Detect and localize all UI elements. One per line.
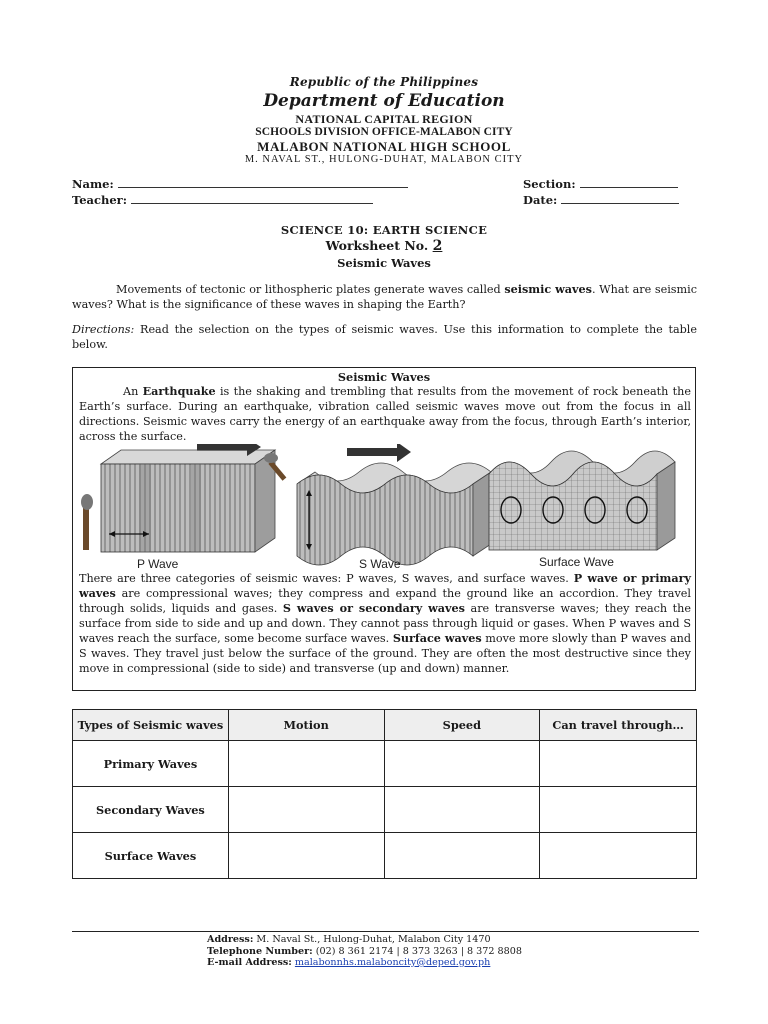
header-types: Types of Seismic waves [73,710,229,741]
footer-address: M. Naval St., Hulong-Duhat, Malabon City 1470 [253,934,491,945]
footer-phone: (02) 8 361 2174 | 8 373 3263 | 8 372 8808 [312,945,522,957]
school-address: M. NAVAL ST., HULONG-DUHAT, MALABON CITY [244,154,524,165]
selection-box [72,367,696,691]
row-label-surface: Surface Waves [73,833,229,879]
republic-heading: Republic of the Philippines [289,75,479,89]
footer-divider [72,931,699,932]
footer-email-label: E-mail Address: [207,957,292,968]
selection-intro [79,384,691,444]
answer-cell[interactable] [228,833,384,879]
section-label: Section: [523,177,576,191]
directions-paragraph [72,322,697,352]
selection-p1-bold: Earthquake [142,384,216,398]
intro-paragraph [72,282,697,312]
date-blank[interactable] [561,193,679,204]
worksheet-number: 2 [432,238,443,254]
department-heading: Department of Education [263,91,505,111]
table-row [73,741,697,787]
date-label: Date: [523,193,558,207]
name-field[interactable] [72,177,408,191]
answer-cell[interactable] [384,833,540,879]
selection-p2-e: are transverse waves; they reach the surface from side to side and up and down. They cannot pass through liquid or gases. When P waves and S waves reach the surface, some become surface waves. [79,602,691,645]
school-name: MALABON NATIONAL HIGH SCHOOL [257,139,511,154]
section-blank[interactable] [580,177,678,188]
footer-email-link[interactable]: malabonnhs.malaboncity@deped.gov.ph [294,957,491,968]
selection-body [79,571,691,676]
seismic-waves-figure [79,444,691,572]
footer-address-label: Address: [207,934,254,945]
answer-cell[interactable] [384,787,540,833]
answer-cell[interactable] [540,787,697,833]
subject-title: SCIENCE 10: EARTH SCIENCE [280,223,488,237]
row-label-secondary: Secondary Waves [73,787,229,833]
row-label-primary: Primary Waves [73,741,229,787]
answer-cell[interactable] [228,787,384,833]
header-speed: Speed [384,710,540,741]
date-field[interactable] [523,193,679,207]
surface-wave-label: Surface Wave [539,555,614,569]
worksheet-prefix: Worksheet No. [325,238,429,253]
table-header-row [73,710,697,741]
footer-phone-label: Telephone Number: [207,945,313,957]
p-wave-label: P Wave [137,557,179,571]
directions-text: Read the selection on the types of seismic waves. Use this information to complete the table below. [72,323,697,351]
name-label: Name: [72,177,114,191]
answer-cell[interactable] [384,741,540,787]
intro-bold-term: seismic waves [504,282,592,296]
answer-cell[interactable] [228,741,384,787]
s-wave-label: S Wave [359,557,401,571]
seismic-waves-table [72,709,697,879]
teacher-blank[interactable] [131,193,373,204]
header-can-travel: Can travel through… [540,710,697,741]
selection-title: Seismic Waves [337,370,431,384]
selection-p2-a: There are three categories of seismic waves: P waves, S waves, and surface waves. [79,572,574,585]
division-heading: SCHOOLS DIVISION OFFICE-MALABON CITY [255,126,513,138]
answer-cell[interactable] [540,741,697,787]
name-blank[interactable] [118,177,408,188]
intro-text-after: . What are seismic waves? What is the significance of these waves in shaping the Earth? [72,283,697,311]
teacher-field[interactable] [72,193,373,207]
table-row [73,833,697,879]
worksheet-title [0,238,768,254]
header-motion: Motion [228,710,384,741]
s-wave-diagram [264,444,491,571]
selection-p2-c: are compressional waves; they compress and expand the ground like an accordion. They travel through solids, liquids and gases. [79,587,691,615]
selection-p2-g: move more slowly than P waves and S waves. They travel just below the surface of the ground. They are often the most destructive since they move in compressional (side to side) and transverse (up and down) manner. [79,632,691,675]
surface-wave-diagram [489,451,675,569]
answer-cell[interactable] [540,833,697,879]
selection-p2-f: Surface waves [392,631,482,645]
topic-title: Seismic Waves [337,256,431,270]
section-field[interactable] [523,177,678,191]
footer-contact [207,934,522,969]
selection-p2-d: S waves or secondary waves [282,601,465,615]
selection-p1-after: is the shaking and trembling that results from the movement of rock beneath the Earth’s surface. During an earthquake, vibration called seismic waves move out from the focus in all directions. Seismic waves carry the energy of an earthquake away from the focus, through Earth’s interior, across the surface. [79,385,691,443]
p-wave-diagram [81,444,275,571]
region-heading: NATIONAL CAPITAL REGION [295,112,473,126]
directions-label: Directions: [72,323,135,336]
selection-p2-b: P wave or primary waves [79,571,692,600]
selection-p1-before: An [123,385,143,398]
teacher-label: Teacher: [72,193,127,207]
intro-text-before: Movements of tectonic or lithospheric plates generate waves called [116,283,505,296]
table-row [73,787,697,833]
